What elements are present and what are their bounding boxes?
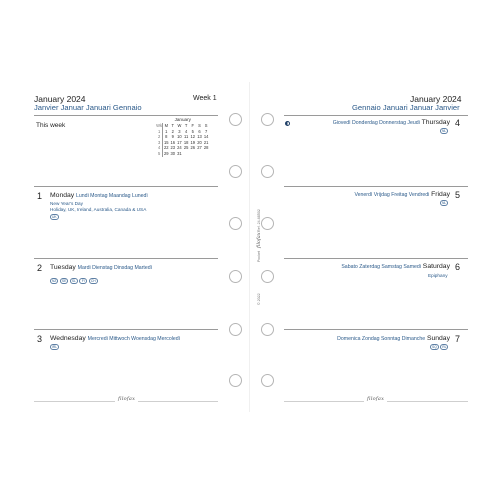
day-name: Monday (50, 192, 75, 199)
mini-cal-cell: 31 (177, 150, 182, 156)
holiday-badges (430, 344, 448, 350)
mini-cal-cell: 27 (197, 145, 202, 151)
punch-hole (229, 165, 242, 178)
day-name: Friday (431, 191, 450, 198)
mini-cal-cell: 30 (170, 150, 175, 156)
country-badge: IRL (52, 345, 58, 349)
mini-cal-cell: 5 (156, 151, 163, 157)
day-number: 3 (37, 334, 43, 344)
mini-cal-cell: 26 (190, 145, 196, 151)
mini-cal-cell: 9 (171, 134, 174, 140)
day-name-row (50, 192, 148, 199)
day-note: Holiday, UK, Ireland, Australia, Canada & USA (50, 207, 147, 212)
holiday-badges (50, 278, 98, 284)
mini-cal-cell: 28 (203, 145, 209, 151)
punch-hole (261, 113, 274, 126)
holiday-badges (50, 214, 59, 220)
day-name-multilingual: Sabato Zaterdag Samstag Samedi (341, 264, 421, 270)
spine-size-label: Pocket (257, 251, 261, 262)
day-number: 2 (37, 263, 43, 273)
moon-phase-icon (285, 121, 290, 126)
day-name-row (294, 263, 450, 270)
day-name-multilingual: Mardi Dienstag Dinsdag Martedì (77, 265, 153, 271)
week-label: Week 1 (193, 95, 217, 102)
day-name: Tuesday (50, 264, 76, 271)
mini-cal-cell: 5 (191, 128, 194, 134)
punch-hole (261, 217, 274, 230)
country-badge: SE (61, 279, 67, 283)
punch-hole (229, 323, 242, 336)
mini-cal-cell: 8 (165, 134, 168, 140)
mini-cal-cell: Wk (156, 123, 163, 128)
holiday-badges (440, 128, 448, 134)
left-month-languages: Janvier Januar Januari Gennaio (34, 103, 142, 112)
punch-hole (261, 374, 274, 387)
mini-cal-cell: 6 (198, 128, 201, 134)
mini-cal-cell: 16 (170, 139, 175, 145)
country-badge: FI (79, 278, 87, 284)
mini-calendar-grid (156, 123, 210, 157)
country-badge: NL (442, 129, 447, 133)
punch-hole (261, 323, 274, 336)
mini-cal-cell: 22 (164, 145, 169, 151)
header-divider (34, 115, 218, 116)
mini-cal-cell: 21 (203, 139, 209, 145)
mini-cal-cell: 4 (184, 128, 188, 134)
country-badge: CH (90, 279, 96, 283)
mini-cal-cell: 14 (203, 134, 209, 140)
day-name-row (50, 264, 152, 271)
day-name: Saturday (422, 263, 450, 270)
day-number: 1 (37, 191, 43, 201)
day-name-multilingual: Domenica Zondag Sonntag Dimanche (337, 336, 426, 342)
day-divider (284, 258, 468, 259)
day-name-multilingual: Venerdì Vrijdag Freitag Vendredi (354, 192, 430, 198)
day-number: 5 (455, 190, 461, 200)
punch-hole (229, 374, 242, 387)
day-name-row (294, 335, 450, 342)
day-note: New Year's Day (50, 201, 83, 206)
this-week-label: This week (36, 122, 66, 129)
mini-cal-cell: 1 (165, 128, 168, 134)
day-divider (34, 186, 218, 187)
day-name-multilingual: Lundi Montag Maandag Lunedì (76, 193, 148, 199)
mini-cal-cell: 25 (183, 145, 189, 151)
mini-cal-cell: 29 (164, 150, 169, 156)
country-badge: NL (442, 201, 447, 205)
spine (249, 82, 250, 412)
day-divider (34, 329, 218, 330)
day-divider (34, 258, 218, 259)
mini-cal-cell: 4 (156, 145, 163, 151)
mini-cal-cell: 7 (205, 128, 208, 134)
day-name: Thursday (421, 119, 450, 126)
day-name-multilingual: Mercredi Mittwoch Woensdag Mercoledì (87, 336, 181, 342)
spine-reference: Ref. 24-68502 (257, 209, 261, 232)
mini-cal-cell: 1 (156, 129, 163, 135)
mini-cal-cell: W (177, 123, 182, 128)
day-name: Sunday (426, 335, 450, 342)
holiday-badges (440, 200, 448, 206)
day-divider (284, 186, 468, 187)
mini-cal-cell (203, 151, 210, 157)
mini-cal-cell: 2 (171, 128, 174, 134)
mini-calendar (156, 117, 210, 157)
mini-cal-cell: 12 (190, 134, 196, 140)
right-month-title: January 2024 (410, 94, 462, 104)
mini-cal-cell: 2 (156, 134, 163, 140)
mini-cal-cell: 24 (177, 145, 182, 151)
spine-copyright: © 2022 (257, 293, 261, 305)
brand-logo: filofax (115, 396, 138, 402)
mini-cal-cell: S (198, 123, 201, 128)
day-number: 7 (455, 334, 461, 344)
spine-logo: filofax (256, 232, 262, 248)
mini-calendar-month: January (174, 117, 191, 122)
country-badge: UK (52, 215, 57, 219)
mini-cal-cell: 23 (170, 145, 175, 151)
mini-cal-cell: 18 (183, 139, 189, 145)
right-month-languages: Gennaio Januari Januar Janvier (352, 103, 460, 112)
mini-cal-cell: 20 (197, 139, 202, 145)
day-name-row (314, 119, 450, 126)
day-number: 6 (455, 262, 461, 272)
mini-cal-cell: 3 (178, 128, 181, 134)
mini-cal-cell: 15 (164, 139, 169, 145)
country-badge: SQ (432, 345, 437, 349)
mini-cal-cell (196, 151, 203, 157)
mini-cal-cell: 10 (177, 134, 182, 140)
holiday-badges (50, 344, 59, 350)
mini-cal-cell: 17 (177, 139, 182, 145)
mini-cal-cell: 11 (183, 134, 189, 140)
punch-hole (261, 270, 274, 283)
day-name-row (50, 335, 180, 342)
day-name-multilingual: Giovedì Donderdag Donnerstag Jeudi (332, 120, 420, 126)
punch-hole (261, 165, 274, 178)
day-name: Wednesday (50, 335, 86, 342)
punch-hole (229, 113, 242, 126)
day-name-row (314, 191, 450, 198)
header-divider (284, 115, 468, 116)
mini-cal-cell (189, 151, 196, 157)
brand-logo: filofax (364, 396, 387, 402)
left-month-title: January 2024 (34, 94, 86, 104)
punch-hole (229, 217, 242, 230)
country-badge: SL (71, 279, 76, 283)
day-number: 4 (455, 118, 461, 128)
country-badge: NZ (52, 279, 57, 283)
mini-cal-cell: 13 (197, 134, 202, 140)
mini-cal-cell: T (171, 123, 174, 128)
mini-cal-cell: S (204, 123, 208, 128)
mini-cal-cell: T (184, 123, 188, 128)
country-badge: RL (442, 345, 447, 349)
mini-cal-cell: F (191, 123, 195, 128)
mini-cal-cell: 19 (190, 139, 196, 145)
mini-cal-cell: 3 (156, 140, 163, 146)
mini-calendar-row (156, 151, 210, 157)
day-note: Epiphany (428, 273, 448, 278)
punch-hole (229, 270, 242, 283)
day-divider (284, 329, 468, 330)
mini-cal-cell (183, 151, 190, 157)
mini-cal-cell: M (164, 123, 168, 128)
